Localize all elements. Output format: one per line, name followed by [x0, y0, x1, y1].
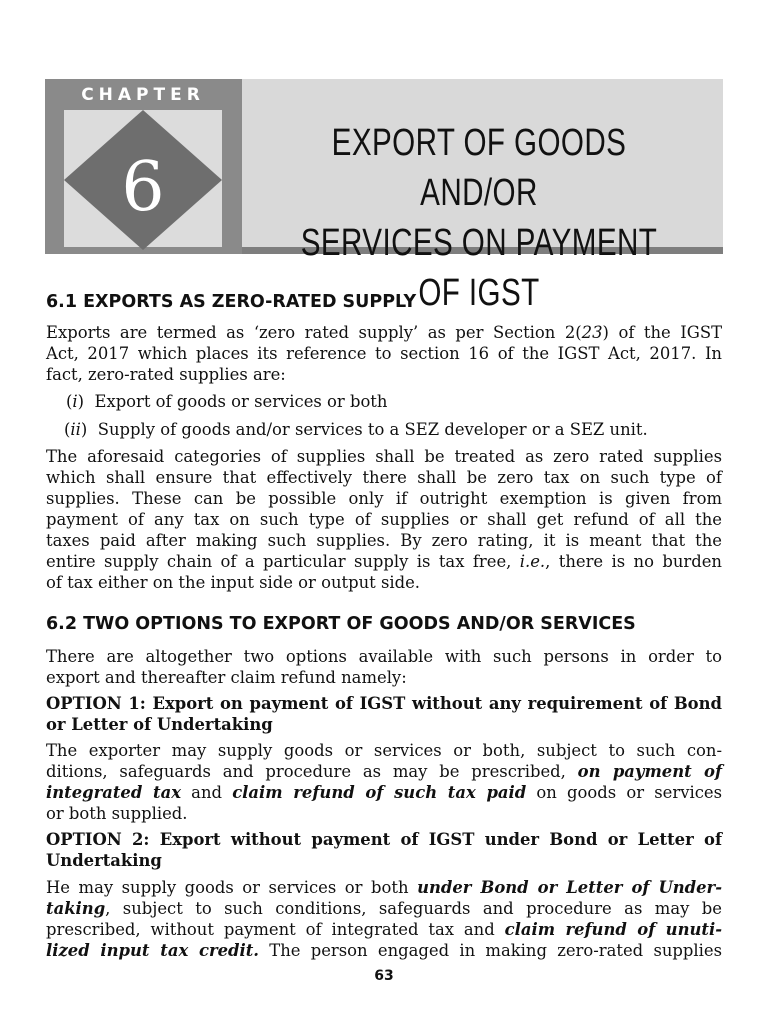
- text-line: The exporter may supply goods or services or both, subject to such con-: [46, 741, 722, 760]
- option1-body: [46, 740, 722, 824]
- option2-heading: [46, 829, 722, 871]
- section1-paragraph: [46, 446, 722, 593]
- text-line: export and thereafter claim refund namely:: [46, 668, 407, 687]
- chapter-number: 6: [121, 148, 165, 227]
- text-line: or both supplied.: [46, 804, 188, 823]
- section-heading-6-2: 6.2 TWO OPTIONS TO EXPORT OF GOODS AND/OR SERVICES: [46, 614, 636, 634]
- text-line: Act, 2017 which places its reference to section 16 of the IGST Act, 2017. In: [46, 344, 722, 363]
- text-line: or Letter of Undertaking: [46, 715, 273, 734]
- chapter-title-line2: SERVICES ON PAYMENT OF IGST: [300, 222, 658, 314]
- text-line: lized input tax credit. The person engaged in making zero-rated supplies: [46, 941, 722, 960]
- chapter-title-line1: EXPORT OF GOODS AND/OR: [331, 122, 627, 214]
- text-line: Exports are termed as ‘zero rated supply’ as per Section 2(23) of the IGST: [46, 323, 722, 342]
- text-line: prescribed, without payment of integrated tax and claim refund of unuti-: [46, 920, 723, 939]
- text-line: ditions, safeguards and procedure as may be prescribed, on payment of: [46, 762, 722, 781]
- text-line: Undertaking: [46, 851, 162, 870]
- text-line: integrated tax and claim refund of such tax paid on goods or services: [46, 783, 722, 802]
- option2-body: [46, 877, 722, 961]
- text-line: OPTION 1: Export on payment of IGST without any requirement of Bond: [46, 694, 722, 713]
- text-line: of tax either on the input side or output side.: [46, 573, 420, 592]
- option1-heading: [46, 693, 722, 735]
- chapter-label: CHAPTER: [81, 85, 205, 105]
- list-item: (ii) Supply of goods and/or services to a SEZ developer or a SEZ unit.: [64, 420, 648, 439]
- text-line: entire supply chain of a particular supply is tax free, i.e., there is no burden: [46, 552, 722, 571]
- list-item: (i) Export of goods or services or both: [66, 392, 388, 411]
- text-line: payment of any tax on such type of supplies or shall get refund of all the: [46, 510, 722, 529]
- text-line: taxes paid after making such supplies. By zero rating, it is meant that the: [46, 531, 722, 550]
- text-line: fact, zero-rated supplies are:: [46, 365, 286, 384]
- text-line: OPTION 2: Export without payment of IGST under Bond or Letter of: [46, 830, 722, 849]
- text-line: There are altogether two options available with such persons in order to: [46, 647, 722, 666]
- page-number: 63: [374, 968, 394, 984]
- section2-intro: [46, 646, 722, 688]
- section-heading-6-1: 6.1 EXPORTS AS ZERO-RATED SUPPLY: [46, 292, 417, 312]
- section1-intro: [46, 322, 722, 385]
- text-line: which shall ensure that effectively there shall be zero tax on such type of: [46, 468, 722, 487]
- text-line: supplies. These can be possible only if outright exemption is given from: [46, 489, 722, 508]
- chapter-title: [296, 118, 663, 318]
- text-line: He may supply goods or services or both under Bond or Letter of Under-: [46, 878, 722, 897]
- text-line: taking, subject to such conditions, safeguards and procedure as may be: [46, 899, 722, 918]
- text-line: The aforesaid categories of supplies shall be treated as zero rated supplies: [46, 447, 722, 466]
